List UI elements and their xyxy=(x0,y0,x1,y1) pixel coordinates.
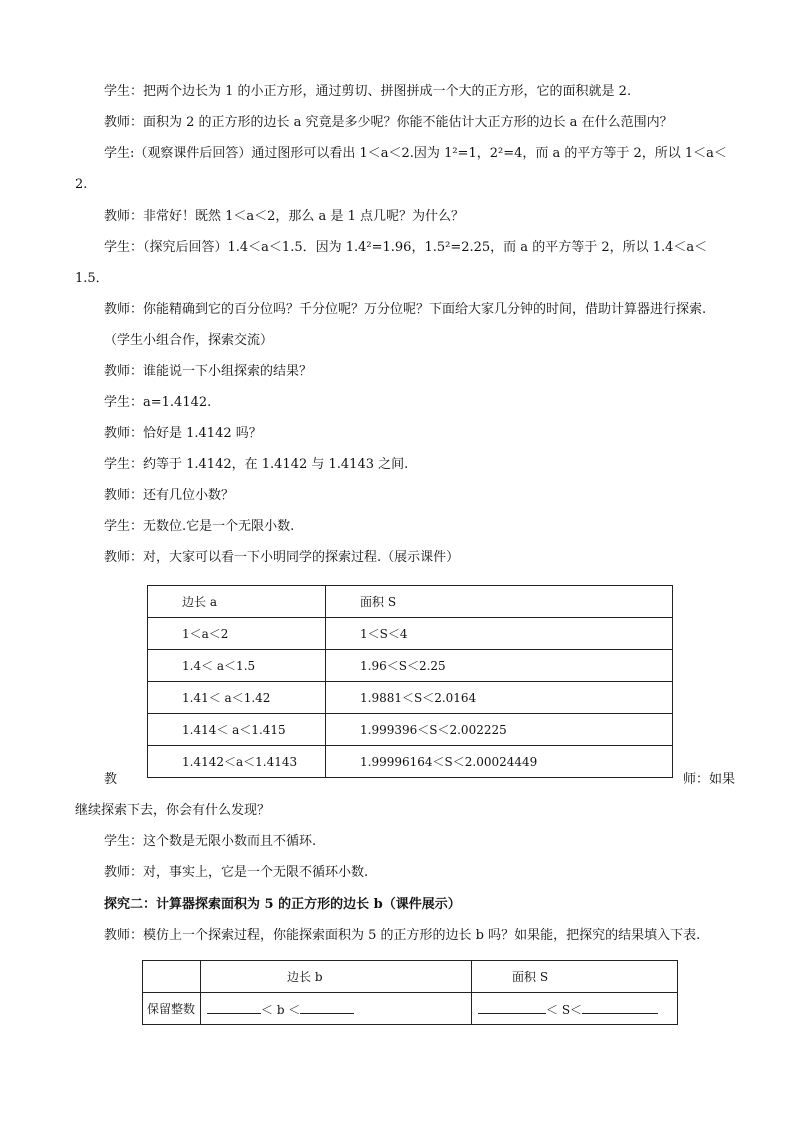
paragraph: 教师：模仿上一个探索过程，你能探索面积为 5 的正方形的边长 b 吗？如果能，把探究的结果填入下表. xyxy=(104,928,701,943)
paragraph: （学生小组合作，探索交流） xyxy=(104,333,274,348)
header-area-s: 面积 S xyxy=(326,586,673,618)
paragraph: 学生：这个数是无限小数而且不循环. xyxy=(104,834,317,849)
paragraph: 教师：对，事实上，它是一个无限不循环小数. xyxy=(104,865,369,880)
exploration-table-b xyxy=(142,960,678,1025)
table-row: 1＜a＜2 1＜S＜4 xyxy=(148,618,673,650)
paragraph: 教师：还有几位小数？ xyxy=(104,488,235,503)
paragraph: 教师：非常好！既然 1＜a＜2，那么 a 是 1 点几呢？为什么？ xyxy=(104,209,464,224)
paragraph: 继续探索下去，你会有什么发现？ xyxy=(75,803,271,818)
paragraph: 教师：谁能说一下小组探索的结果？ xyxy=(104,364,313,379)
table-row: 1.4142＜a＜1.4143 1.99996164＜S＜2.00024449 xyxy=(148,746,673,778)
paragraph: 教师：恰好是 1.4142 吗？ xyxy=(104,426,262,441)
header-side-b: 边长 b xyxy=(201,961,472,993)
text-jiao: 教 xyxy=(104,772,118,787)
table-row xyxy=(143,993,678,1025)
fill-blank-b[interactable]: ＜ b ＜ xyxy=(201,993,472,1025)
paragraph: 教师：你能精确到它的百分位吗？千分位呢？万分位呢？下面给大家几分钟的时间，借助计算器进行探索. xyxy=(104,302,707,317)
paragraph: 1.5． xyxy=(75,271,109,286)
header-side-a: 边长 a xyxy=(148,586,326,618)
table-row: 1.4＜ a＜1.5 1.96＜S＜2.25 xyxy=(148,650,673,682)
paragraph: 教师：对，大家可以看一下小明同学的探索过程.（展示课件） xyxy=(104,550,460,565)
row-label: 保留整数 xyxy=(143,993,201,1025)
table-row: 1.414＜ a＜1.415 1.999396＜S＜2.002225 xyxy=(148,714,673,746)
table-header-row xyxy=(148,586,673,618)
paragraph: 教师：面积为 2 的正方形的边长 a 究竟是多少呢？你能不能估计大正方形的边长 a 在什么范围内？ xyxy=(104,115,673,130)
fill-blank-s[interactable]: ＜ S＜ xyxy=(472,993,678,1025)
section-heading: 探究二：计算器探索面积为 5 的正方形的边长 b（课件展示） xyxy=(104,897,461,912)
text-shi: 师：如果 xyxy=(683,772,736,787)
paragraph: 学生：把两个边长为 1 的小正方形，通过剪切、拼图拼成一个大的正方形，它的面积就是 2. xyxy=(104,84,632,99)
paragraph: 学生：a=1.4142. xyxy=(104,395,212,410)
paragraph: 学生：（探究后回答）1.4＜a＜1.5．因为 1.4²=1.96，1.5²=2.25，而 a 的平方等于 2，所以 1.4＜a＜ xyxy=(104,240,708,255)
header-area-s: 面积 S xyxy=(472,961,678,993)
paragraph: 学生：约等于 1.4142，在 1.4142 与 1.4143 之间. xyxy=(104,457,409,472)
paragraph: 学生:（观察课件后回答）通过图形可以看出 1＜a＜2.因为 1²=1，2²=4，而 a 的平方等于 2，所以 1＜a＜ xyxy=(104,146,727,161)
exploration-table-a xyxy=(147,585,673,778)
paragraph: 学生：无数位.它是一个无限小数. xyxy=(104,519,295,534)
table-row: 1.41＜ a＜1.42 1.9881＜S＜2.0164 xyxy=(148,682,673,714)
table-header-row xyxy=(143,961,678,993)
paragraph: 2. xyxy=(75,177,88,192)
